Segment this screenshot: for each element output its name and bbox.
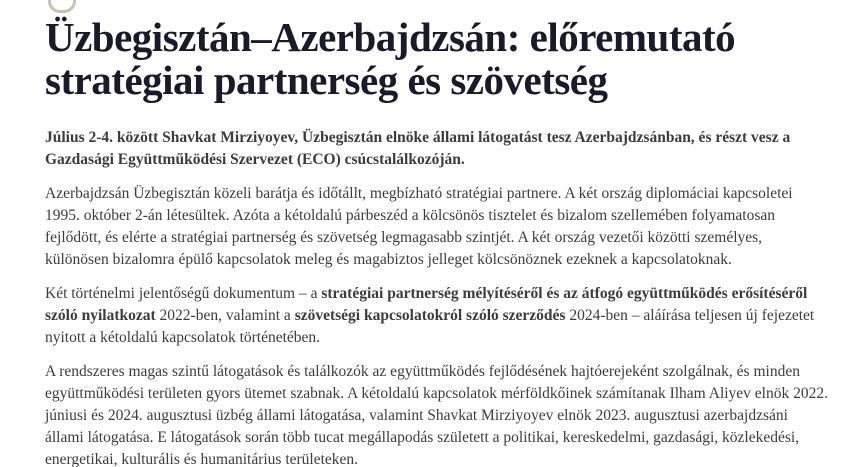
page-title: Üzbegisztán–Azerbajdzsán: előremutató stratégiai partnerség és szövetség [45, 14, 736, 104]
lead-paragraph: Július 2-4. között Shavkat Mirziyoyev, Üzbegisztán elnöke állami látogatást tesz Azerbajdzsánban, és részt vesz a Gazdasági Együttműködési Szervezet (ECO) csúcstalálkozóján. [45, 128, 791, 168]
paragraph2-segment-2: 2022-ben, valamint a [155, 306, 295, 324]
paragraph2-segment-1: Két történelmi jelentőségű dokumentum – a [45, 284, 322, 302]
paragraph2-bold-segment-2: szövetségi kapcsolatokról szóló szerződés [294, 306, 566, 324]
body-paragraph-1: Azerbajdzsán Üzbegisztán közeli barátja és időtállt, megbízható stratégiai partnere. A két ország diplomáciai kapcsoletei 1995. október 2-án létesültek. Azóta a kétoldalú párbeszéd a kölcsönös tisztelet és bizalom szellemében folyamatosan fejlődött, és elérte a stratégiai partnerség és szövetség legmagasabb szintjét. A két ország vezetői közötti személyes, különösen bizalomra épülő kapcsolatok meleg és magabiztos jelleget kölcsönöznek ezeknek a kapcsolatoknak. [45, 184, 793, 268]
paragraph2-bold-segment-1: stratégiai partnerség mélyítéséről és az átfogó együttműködés erősítéséről szóló nyilatkozat [45, 284, 808, 324]
paragraph2-segment-3: 2024-ben – aláírása teljesen új fejezetet nyitott a kétoldalú kapcsolatok történetében. [45, 306, 815, 346]
cropped-emblem-icon [48, 0, 76, 13]
body-paragraph-2 [45, 283, 829, 349]
body-paragraph-3: A rendszeres magas szintű látogatások és találkozók az együttműködés fejlődésének hajtóerejeként szolgálnak, és minden együttműködési területen gyors ütemet szabnak. A kétoldalú kapcsolatok mérföldkőinek számítanak Ilham Aliyev elnök 2022. júniusi és 2024. augusztusi üzbég állami látogatása, valamint Shavkat Mirziyoyev elnök 2023. augusztusi azerbajdzsáni állami látogatása. E látogatások során több tucat megállapodás született a politikai, kereskedelmi, gazdasági, közlekedési, energetikai, kulturális és humanitárius területeken. [45, 362, 828, 467]
